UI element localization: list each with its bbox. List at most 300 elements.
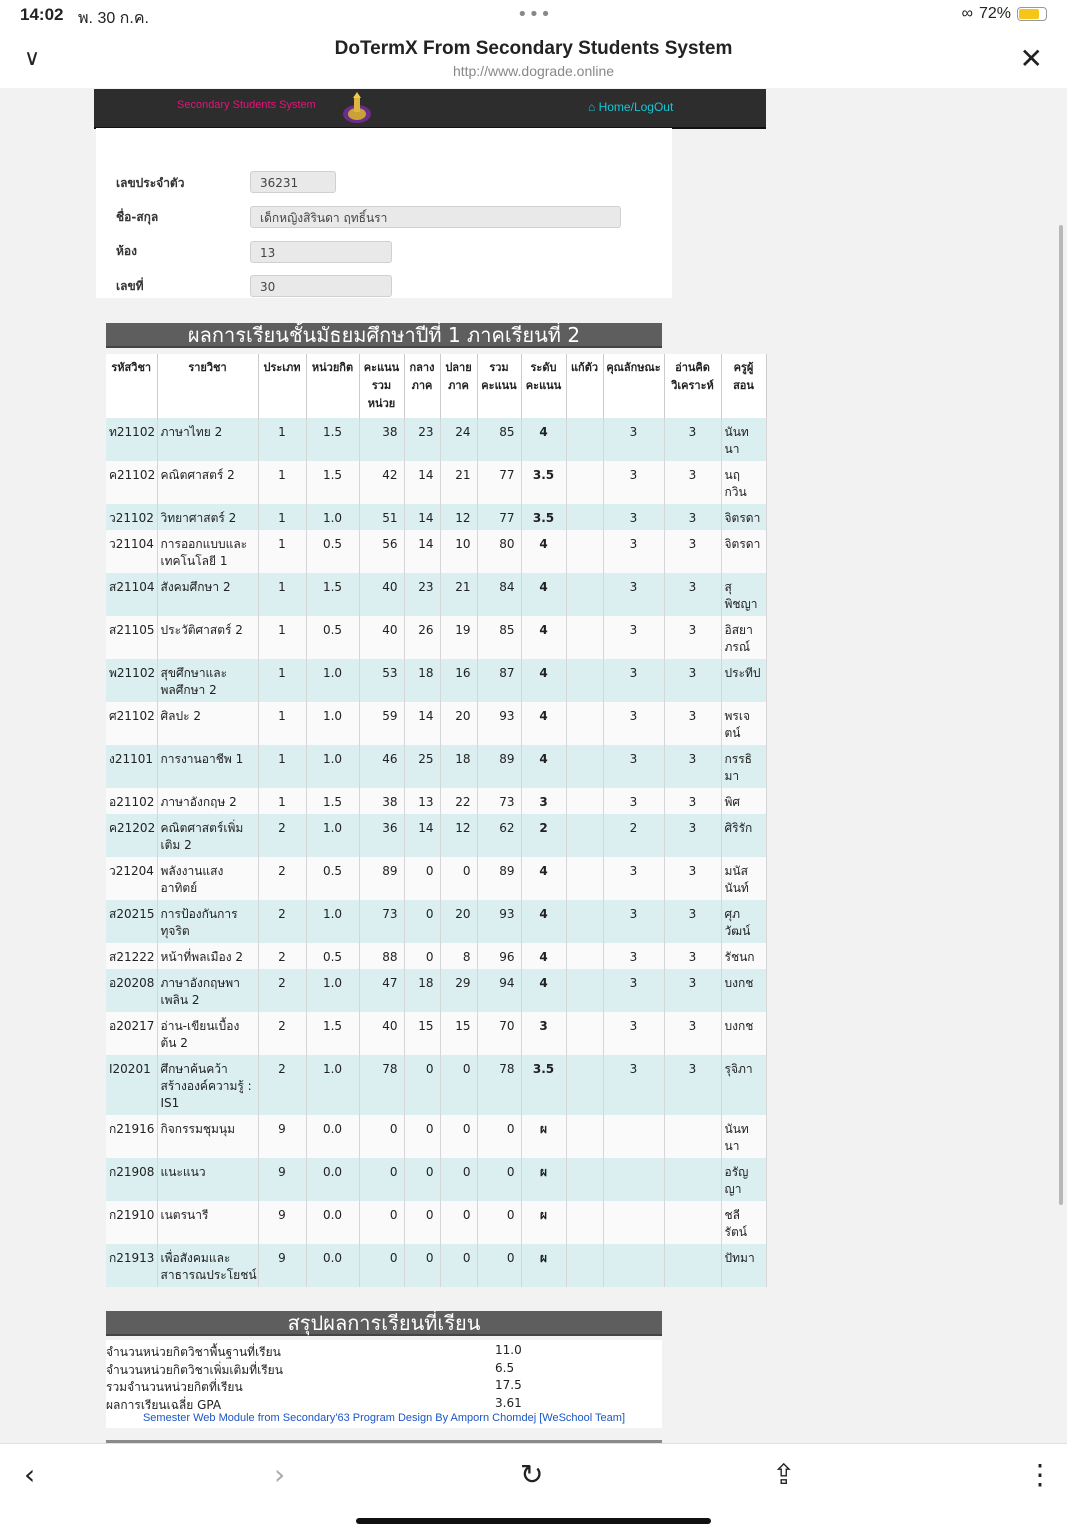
- table-cell: 3: [664, 1055, 721, 1115]
- table-cell: 77: [477, 461, 521, 504]
- table-cell: [566, 745, 603, 788]
- table-cell: 40: [359, 573, 404, 616]
- table-cell: I20201: [106, 1055, 157, 1115]
- table-row: [106, 418, 766, 461]
- table-cell: [566, 659, 603, 702]
- table-cell: [566, 1115, 603, 1158]
- table-cell: 1: [258, 504, 306, 530]
- table-cell: 1.0: [306, 702, 359, 745]
- table-cell: 38: [359, 788, 404, 814]
- table-cell: ปัทมา: [721, 1244, 766, 1287]
- table-row: [106, 616, 766, 659]
- table-cell: 3: [603, 788, 664, 814]
- table-cell: 3: [664, 573, 721, 616]
- forward-icon[interactable]: ›: [274, 1458, 286, 1491]
- table-cell: 3: [664, 900, 721, 943]
- table-cell: [603, 1201, 664, 1244]
- table-cell: 18: [440, 745, 477, 788]
- table-cell: 94: [477, 969, 521, 1012]
- grades-table: [106, 354, 767, 1287]
- table-row: [106, 788, 766, 814]
- column-header: คะแนน รวม หน่วย: [359, 354, 404, 418]
- reload-icon[interactable]: ↻: [520, 1458, 544, 1491]
- multitask-dots-icon[interactable]: •••: [517, 4, 552, 25]
- table-cell: 3: [664, 943, 721, 969]
- table-cell: [566, 1012, 603, 1055]
- table-cell: 26: [404, 616, 440, 659]
- table-cell: 3: [603, 573, 664, 616]
- table-cell: 4: [521, 418, 566, 461]
- table-cell: ท21102: [106, 418, 157, 461]
- table-cell: [566, 616, 603, 659]
- table-cell: แนะแนว: [157, 1158, 258, 1201]
- table-cell: 3: [664, 788, 721, 814]
- table-cell: 0.5: [306, 857, 359, 900]
- table-cell: 85: [477, 418, 521, 461]
- table-cell: วิทยาศาสตร์ 2: [157, 504, 258, 530]
- table-cell: 0: [440, 1244, 477, 1287]
- table-cell: 12: [440, 504, 477, 530]
- table-cell: 4: [521, 943, 566, 969]
- summary-row: จำนวนหน่วยกิตวิชาพื้นฐานที่เรียน 11.0: [106, 1343, 522, 1359]
- table-cell: [603, 1158, 664, 1201]
- table-cell: 1.0: [306, 814, 359, 857]
- table-row: [106, 461, 766, 504]
- table-cell: 20: [440, 702, 477, 745]
- table-cell: 1: [258, 616, 306, 659]
- table-cell: 0: [440, 1201, 477, 1244]
- table-cell: 0: [440, 1055, 477, 1115]
- more-icon[interactable]: ⋮: [1026, 1458, 1054, 1491]
- table-cell: 3: [664, 616, 721, 659]
- table-cell: 1.0: [306, 969, 359, 1012]
- table-cell: อ่าน-เขียนเบื้อง ต้น 2: [157, 1012, 258, 1055]
- table-cell: [664, 1158, 721, 1201]
- table-cell: 14: [404, 814, 440, 857]
- table-cell: [566, 702, 603, 745]
- table-cell: 89: [477, 857, 521, 900]
- column-header: ปลาย ภาค: [440, 354, 477, 418]
- table-cell: 3.5: [521, 1055, 566, 1115]
- table-cell: 2: [258, 1012, 306, 1055]
- table-cell: 2: [258, 969, 306, 1012]
- table-cell: 0: [440, 1158, 477, 1201]
- close-icon[interactable]: ✕: [1019, 42, 1043, 75]
- table-cell: 0: [359, 1201, 404, 1244]
- table-cell: 0: [477, 1115, 521, 1158]
- table-cell: พ21102: [106, 659, 157, 702]
- table-cell: 21: [440, 573, 477, 616]
- table-cell: 0: [359, 1244, 404, 1287]
- table-cell: 3: [603, 461, 664, 504]
- table-cell: 0: [404, 1115, 440, 1158]
- table-cell: 4: [521, 900, 566, 943]
- table-cell: อ21102: [106, 788, 157, 814]
- column-header: กลาง ภาค: [404, 354, 440, 418]
- table-cell: [566, 900, 603, 943]
- table-cell: ค21202: [106, 814, 157, 857]
- table-cell: จิตรดา: [721, 530, 766, 573]
- table-cell: 0: [404, 1244, 440, 1287]
- table-cell: ประวัติศาสตร์ 2: [157, 616, 258, 659]
- table-cell: คณิตศาสตร์เพิ่ม เติม 2: [157, 814, 258, 857]
- table-cell: 93: [477, 702, 521, 745]
- table-cell: 1: [258, 461, 306, 504]
- student-id-field[interactable]: 36231: [250, 171, 336, 193]
- table-cell: 1: [258, 530, 306, 573]
- table-row: [106, 1115, 766, 1158]
- table-cell: การป้องกันการ ทุจริต: [157, 900, 258, 943]
- table-cell: 3: [603, 1012, 664, 1055]
- table-cell: 4: [521, 969, 566, 1012]
- table-cell: 1.0: [306, 745, 359, 788]
- table-cell: การออกแบบและ เทคโนโลยี 1: [157, 530, 258, 573]
- table-cell: 73: [359, 900, 404, 943]
- number-field[interactable]: 30: [250, 275, 392, 297]
- table-cell: ผ: [521, 1244, 566, 1287]
- table-cell: 0.0: [306, 1115, 359, 1158]
- table-cell: ศิลปะ 2: [157, 702, 258, 745]
- status-date: พ. 30 ก.ค.: [78, 10, 149, 27]
- column-header: อ่านคิด วิเคราะห์: [664, 354, 721, 418]
- site-brand[interactable]: Secondary Students System: [177, 99, 316, 111]
- table-cell: ศึกษาค้นคว้า สร้างองค์ความรู้ : IS1: [157, 1055, 258, 1115]
- summary-row: จำนวนหน่วยกิตวิชาเพิ่มเติมที่เรียน 6.5: [106, 1361, 515, 1377]
- home-indicator[interactable]: [356, 1518, 711, 1524]
- table-row: [106, 504, 766, 530]
- table-cell: 77: [477, 504, 521, 530]
- table-cell: 1: [258, 573, 306, 616]
- table-cell: พรเจ ตน์: [721, 702, 766, 745]
- table-row: [106, 1055, 766, 1115]
- table-cell: 53: [359, 659, 404, 702]
- table-cell: 21: [440, 461, 477, 504]
- table-cell: 23: [404, 418, 440, 461]
- table-cell: 1.5: [306, 418, 359, 461]
- table-cell: 89: [477, 745, 521, 788]
- table-cell: ก21916: [106, 1115, 157, 1158]
- table-cell: 3: [603, 969, 664, 1012]
- table-cell: 62: [477, 814, 521, 857]
- table-cell: ศิริรัก: [721, 814, 766, 857]
- table-cell: 0.0: [306, 1158, 359, 1201]
- credit-link[interactable]: Semester Web Module from Secondary'63 Program Design By Amporn Chomdej [WeSchool Team]: [142, 1412, 626, 1424]
- table-row: [106, 745, 766, 788]
- table-cell: [664, 1201, 721, 1244]
- table-cell: 9: [258, 1115, 306, 1158]
- table-cell: 2: [521, 814, 566, 857]
- table-cell: 0.0: [306, 1244, 359, 1287]
- table-cell: 3: [521, 1012, 566, 1055]
- status-bar: [0, 0, 1067, 32]
- column-header: รหัสวิชา: [106, 354, 157, 418]
- table-cell: 3: [603, 745, 664, 788]
- column-header: ครูผู้ สอน: [721, 354, 766, 418]
- table-cell: 3: [664, 745, 721, 788]
- table-cell: 3: [603, 616, 664, 659]
- student-info-panel: [96, 128, 672, 298]
- table-cell: บงกช: [721, 1012, 766, 1055]
- table-cell: [566, 1158, 603, 1201]
- table-cell: 29: [440, 969, 477, 1012]
- table-cell: 0: [404, 900, 440, 943]
- status-time: 14:02: [20, 5, 64, 24]
- table-cell: 18: [404, 659, 440, 702]
- table-cell: 1.0: [306, 504, 359, 530]
- table-cell: 3: [603, 504, 664, 530]
- table-cell: ส21105: [106, 616, 157, 659]
- table-cell: 38: [359, 418, 404, 461]
- table-cell: ภาษาอังกฤษพา เพลิน 2: [157, 969, 258, 1012]
- table-cell: 84: [477, 573, 521, 616]
- table-cell: ศุภ วัฒน์: [721, 900, 766, 943]
- table-cell: 78: [477, 1055, 521, 1115]
- table-cell: 1.0: [306, 1055, 359, 1115]
- table-cell: 40: [359, 1012, 404, 1055]
- table-cell: 3: [603, 530, 664, 573]
- table-cell: ผ: [521, 1158, 566, 1201]
- table-cell: พลังงานแสง อาทิตย์: [157, 857, 258, 900]
- table-cell: 59: [359, 702, 404, 745]
- table-cell: 4: [521, 659, 566, 702]
- home-logout-link[interactable]: ⌂ Home/LogOut: [588, 100, 674, 114]
- table-cell: [566, 530, 603, 573]
- student-name-field[interactable]: เด็กหญิงสิรินดา ฤทธิ์นรา: [250, 206, 621, 228]
- table-cell: อรัญ ญา: [721, 1158, 766, 1201]
- table-cell: [566, 1244, 603, 1287]
- table-cell: [566, 943, 603, 969]
- table-cell: อ20208: [106, 969, 157, 1012]
- table-cell: 40: [359, 616, 404, 659]
- table-cell: [566, 969, 603, 1012]
- table-cell: 0: [404, 943, 440, 969]
- table-cell: ก21908: [106, 1158, 157, 1201]
- table-cell: 3: [603, 857, 664, 900]
- table-cell: 0.5: [306, 616, 359, 659]
- table-cell: 3: [664, 857, 721, 900]
- table-row: [106, 900, 766, 943]
- table-cell: 1.5: [306, 461, 359, 504]
- table-row: [106, 1201, 766, 1244]
- table-cell: [566, 418, 603, 461]
- table-cell: 2: [258, 1055, 306, 1115]
- table-cell: ภาษาไทย 2: [157, 418, 258, 461]
- table-cell: 3: [664, 461, 721, 504]
- table-cell: 56: [359, 530, 404, 573]
- table-cell: 8: [440, 943, 477, 969]
- table-cell: ก21910: [106, 1201, 157, 1244]
- column-header: ประเภท: [258, 354, 306, 418]
- table-cell: 22: [440, 788, 477, 814]
- table-cell: 2: [258, 900, 306, 943]
- table-cell: 1: [258, 659, 306, 702]
- status-right: [962, 5, 1047, 23]
- table-cell: 96: [477, 943, 521, 969]
- table-cell: 3: [664, 530, 721, 573]
- table-cell: 9: [258, 1158, 306, 1201]
- table-cell: ส21104: [106, 573, 157, 616]
- table-cell: นฤ กวิน: [721, 461, 766, 504]
- table-cell: 1: [258, 745, 306, 788]
- battery-icon: [1017, 7, 1047, 21]
- table-cell: 14: [404, 702, 440, 745]
- table-cell: 14: [404, 530, 440, 573]
- table-cell: ผ: [521, 1201, 566, 1244]
- table-cell: 3.5: [521, 461, 566, 504]
- table-cell: 3: [664, 659, 721, 702]
- table-cell: 16: [440, 659, 477, 702]
- table-cell: 9: [258, 1201, 306, 1244]
- table-cell: 1.0: [306, 900, 359, 943]
- table-cell: [566, 461, 603, 504]
- table-cell: 24: [440, 418, 477, 461]
- summary-title: สรุปผลการเรียนที่เรียน: [106, 1311, 662, 1336]
- student-id-label: เลขประจำตัว: [116, 176, 185, 190]
- table-cell: 2: [258, 857, 306, 900]
- table-row: [106, 857, 766, 900]
- table-cell: อ20217: [106, 1012, 157, 1055]
- table-cell: 1.5: [306, 1012, 359, 1055]
- table-cell: 87: [477, 659, 521, 702]
- table-cell: บงกช: [721, 969, 766, 1012]
- table-cell: 2: [258, 943, 306, 969]
- table-cell: [664, 1115, 721, 1158]
- table-cell: 3: [664, 418, 721, 461]
- table-cell: ภาษาอังกฤษ 2: [157, 788, 258, 814]
- column-header: รวม คะแนน: [477, 354, 521, 418]
- table-cell: 46: [359, 745, 404, 788]
- table-row: [106, 1158, 766, 1201]
- table-row: [106, 573, 766, 616]
- table-cell: 3: [603, 943, 664, 969]
- summary-row: รวมจำนวนหน่วยกิตที่เรียน 17.5: [106, 1378, 522, 1394]
- table-cell: 70: [477, 1012, 521, 1055]
- table-cell: นันท นา: [721, 418, 766, 461]
- table-cell: 4: [521, 530, 566, 573]
- table-cell: 4: [521, 573, 566, 616]
- table-cell: 0: [404, 1158, 440, 1201]
- table-cell: 1: [258, 702, 306, 745]
- table-cell: 0: [404, 1055, 440, 1115]
- table-row: [106, 814, 766, 857]
- table-cell: ว21204: [106, 857, 157, 900]
- table-cell: รัชนก: [721, 943, 766, 969]
- table-cell: [603, 1244, 664, 1287]
- table-cell: [566, 814, 603, 857]
- page-title: DoTermX From Secondary Students System: [334, 38, 733, 59]
- table-cell: 1.5: [306, 788, 359, 814]
- table-row: [106, 969, 766, 1012]
- table-cell: 2: [603, 814, 664, 857]
- table-cell: 15: [440, 1012, 477, 1055]
- table-cell: 13: [404, 788, 440, 814]
- back-icon[interactable]: ‹: [24, 1458, 36, 1491]
- table-row: [106, 1012, 766, 1055]
- table-cell: 10: [440, 530, 477, 573]
- summary-panel: [106, 1340, 662, 1428]
- table-cell: สุขศึกษาและ พลศึกษา 2: [157, 659, 258, 702]
- table-cell: ค21102: [106, 461, 157, 504]
- link-icon: ∞: [961, 5, 973, 22]
- table-cell: 3.5: [521, 504, 566, 530]
- table-cell: 4: [521, 745, 566, 788]
- table-cell: 0: [440, 857, 477, 900]
- home-icon: ⌂: [588, 100, 596, 114]
- table-cell: 23: [404, 573, 440, 616]
- table-cell: 47: [359, 969, 404, 1012]
- table-cell: 3: [603, 702, 664, 745]
- table-row: [106, 1244, 766, 1287]
- chevron-down-icon[interactable]: ∨: [24, 46, 41, 71]
- table-cell: ชลี รัตน์: [721, 1201, 766, 1244]
- table-cell: 3: [664, 702, 721, 745]
- scrollbar[interactable]: [1059, 225, 1063, 1205]
- school-seal-icon: [342, 92, 372, 124]
- table-cell: 3: [521, 788, 566, 814]
- column-header: รายวิชา: [157, 354, 258, 418]
- table-cell: [566, 788, 603, 814]
- table-cell: 2: [258, 814, 306, 857]
- table-cell: [664, 1244, 721, 1287]
- table-cell: 4: [521, 702, 566, 745]
- column-header: หน่วยกิต: [306, 354, 359, 418]
- table-cell: 80: [477, 530, 521, 573]
- room-field[interactable]: 13: [250, 241, 392, 263]
- table-cell: อิสยา ภรณ์: [721, 616, 766, 659]
- table-cell: คณิตศาสตร์ 2: [157, 461, 258, 504]
- table-cell: 25: [404, 745, 440, 788]
- table-cell: 51: [359, 504, 404, 530]
- column-header: ระดับ คะแนน: [521, 354, 566, 418]
- table-cell: ศ21102: [106, 702, 157, 745]
- table-cell: เพื่อสังคมและ สาธารณประโยชน์: [157, 1244, 258, 1287]
- table-cell: กิจกรรมชุมนุม: [157, 1115, 258, 1158]
- table-cell: 78: [359, 1055, 404, 1115]
- table-cell: รุจิภา: [721, 1055, 766, 1115]
- table-cell: 19: [440, 616, 477, 659]
- table-cell: 3: [664, 969, 721, 1012]
- table-cell: 4: [521, 616, 566, 659]
- share-icon[interactable]: ⇪: [772, 1458, 796, 1491]
- browser-header: [0, 32, 1067, 88]
- results-title: ผลการเรียนชั้นมัธยมศึกษาปีที่ 1 ภาคเรียนที่ 2: [106, 323, 662, 348]
- table-cell: [603, 1115, 664, 1158]
- table-cell: 3: [664, 1012, 721, 1055]
- table-cell: [566, 857, 603, 900]
- table-cell: 3: [603, 900, 664, 943]
- table-cell: 36: [359, 814, 404, 857]
- table-cell: 1: [258, 788, 306, 814]
- table-cell: การงานอาชีพ 1: [157, 745, 258, 788]
- table-cell: 0: [440, 1115, 477, 1158]
- page-url[interactable]: http://www.dograde.online: [452, 63, 615, 79]
- table-cell: 15: [404, 1012, 440, 1055]
- table-cell: 0.0: [306, 1201, 359, 1244]
- table-cell: 88: [359, 943, 404, 969]
- table-cell: 0: [359, 1115, 404, 1158]
- table-cell: [566, 504, 603, 530]
- table-cell: ส21222: [106, 943, 157, 969]
- table-cell: หน้าที่พลเมือง 2: [157, 943, 258, 969]
- column-header: คุณลักษณะ: [603, 354, 664, 418]
- table-row: [106, 530, 766, 573]
- battery-percent: 72%: [978, 5, 1011, 22]
- table-cell: ก21913: [106, 1244, 157, 1287]
- table-cell: 89: [359, 857, 404, 900]
- table-cell: [566, 1055, 603, 1115]
- room-label: ห้อง: [116, 244, 137, 258]
- table-cell: 0: [404, 857, 440, 900]
